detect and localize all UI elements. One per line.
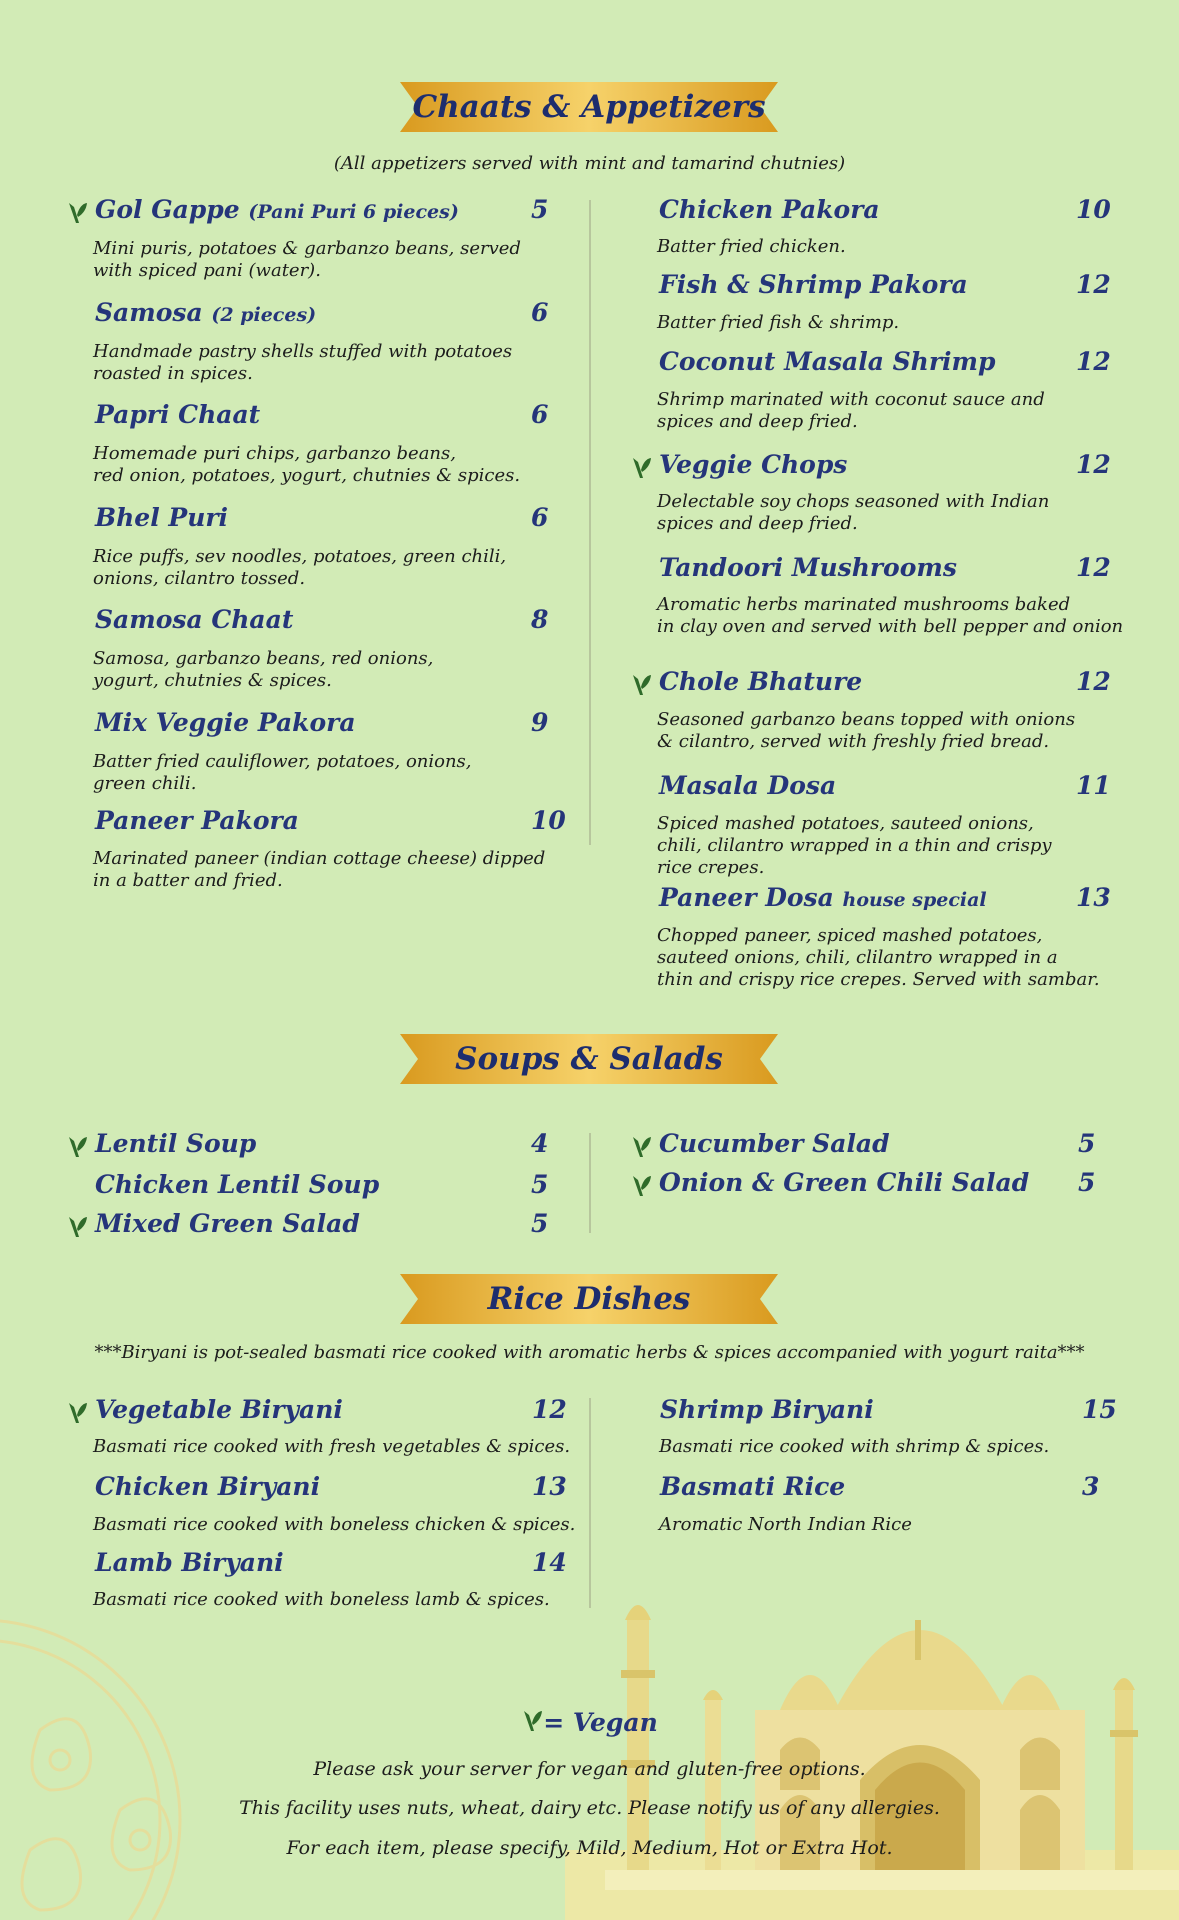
column-divider (589, 1398, 591, 1608)
menu-item-name (95, 1548, 284, 1577)
leaf-icon (630, 456, 652, 480)
menu-item-description: Handmade pastry shells stuffed with potatoes roasted in spices. (93, 341, 513, 384)
menu-item-name (95, 1209, 360, 1238)
section-title: Rice Dishes (487, 1281, 691, 1317)
menu-item-title: Bhel Puri (95, 503, 229, 532)
menu-item-price: 5 (531, 195, 549, 224)
chaats-banner (400, 78, 778, 136)
menu-item-price: 12 (532, 1395, 567, 1424)
section-note: ***Biryani is pot-sealed basmati rice cooked with aromatic herbs & spices accompanied with yogurt raita*** (94, 1342, 1085, 1363)
menu-item-title: Veggie Chops (659, 450, 848, 479)
menu-item-name (95, 298, 316, 327)
menu-item-title: Cucumber Salad (659, 1129, 890, 1158)
menu-item-price: 13 (532, 1472, 567, 1501)
menu-item-name (660, 1472, 845, 1501)
menu-item-description: Marinated paneer (indian cottage cheese) dipped in a batter and fried. (93, 848, 546, 891)
menu-item-description: Basmati rice cooked with boneless chicken & spices. (93, 1514, 576, 1535)
menu-item-price: 9 (531, 708, 549, 737)
menu-item-description: Rice puffs, sev noodles, potatoes, green chili, onions, cilantro tossed. (93, 546, 507, 589)
menu-item-description: Homemade puri chips, garbanzo beans, red onion, potatoes, yogurt, chutnies & spices. (93, 443, 521, 486)
menu-item-description: Delectable soy chops seasoned with Indian spices and deep fried. (657, 491, 1050, 534)
menu-item-description: Shrimp marinated with coconut sauce and spices and deep fried. (657, 389, 1045, 432)
menu-item-title: Gol Gappe (95, 195, 240, 224)
leaf-icon (66, 1401, 88, 1425)
menu-item-name (659, 270, 968, 299)
menu-item-name (659, 771, 836, 800)
menu-item-name (95, 1395, 343, 1424)
menu-item-price: 6 (531, 298, 549, 327)
menu-item-name (659, 1168, 1029, 1197)
menu-item-price: 8 (531, 605, 549, 634)
menu-item-description: Chopped paneer, spiced mashed potatoes, sauteed onions, chili, clilantro wrapped in a thin and crispy rice crepes. Served with sambar. (657, 925, 1100, 990)
menu-item-price: 12 (1076, 347, 1111, 376)
menu-item-subtitle: (Pani Puri 6 pieces) (248, 201, 459, 223)
menu-item-price: 10 (531, 806, 566, 835)
rice-banner (400, 1270, 778, 1328)
menu-item-title: Papri Chaat (95, 400, 261, 429)
menu-item-name (659, 553, 957, 582)
menu-item-name (659, 347, 995, 376)
menu-item-title: Lentil Soup (95, 1129, 257, 1158)
menu-item-price: 6 (531, 400, 549, 429)
menu-item-description: Aromatic herbs marinated mushrooms baked in clay oven and served with bell pepper and onion (657, 594, 1124, 637)
menu-item-title: Vegetable Biryani (95, 1395, 343, 1424)
menu-item-title: Masala Dosa (659, 771, 837, 800)
menu-item-name (95, 503, 228, 532)
menu-item-price: 10 (1076, 195, 1111, 224)
menu-item-title: Coconut Masala Shrimp (659, 347, 996, 376)
menu-item-description: Batter fried cauliflower, potatoes, onions, green chili. (93, 751, 472, 794)
menu-item-title: Shrimp Biryani (660, 1395, 874, 1424)
leaf-icon (66, 1135, 88, 1159)
leaf-icon (630, 1174, 652, 1198)
menu-item-description: Seasoned garbanzo beans topped with onions & cilantro, served with freshly fried bread. (657, 709, 1076, 752)
paisley-decoration (0, 1580, 230, 1920)
menu-item-price: 12 (1076, 667, 1111, 696)
menu-item-title: Paneer Dosa (659, 883, 834, 912)
menu-item-name (95, 806, 299, 835)
menu-item-description: Basmati rice cooked with fresh vegetables & spices. (93, 1436, 571, 1457)
menu-item-title: Samosa (95, 298, 203, 327)
menu-item-title: Mixed Green Salad (95, 1209, 360, 1238)
leaf-icon (521, 1709, 543, 1733)
menu-item-title: Tandoori Mushrooms (659, 553, 957, 582)
column-divider (589, 1133, 591, 1233)
menu-item-name (95, 605, 293, 634)
menu-item-price: 12 (1076, 553, 1111, 582)
menu-item-title: Onion & Green Chili Salad (659, 1168, 1030, 1197)
menu-item-description: Basmati rice cooked with boneless lamb & spices. (93, 1589, 550, 1610)
leaf-icon (66, 201, 88, 225)
menu-item-name (659, 195, 880, 224)
menu-item-title: Mix Veggie Pakora (95, 708, 356, 737)
menu-item-description: Spiced mashed potatoes, sauteed onions, chili, clilantro wrapped in a thin and crispy rice crepes. (657, 813, 1052, 878)
menu-item-name (659, 1129, 890, 1158)
vegan-key-label: = Vegan (543, 1708, 658, 1737)
menu-item-price: 15 (1082, 1395, 1117, 1424)
menu-item-price: 5 (531, 1170, 549, 1199)
vegan-key (0, 1708, 1179, 1737)
menu-item-description: Aromatic North Indian Rice (659, 1514, 912, 1535)
soups-banner (400, 1030, 778, 1088)
menu-item-price: 6 (531, 503, 549, 532)
menu-item-name (95, 1170, 379, 1199)
footer-line-1: Please ask your server for vegan and gluten-free options. (313, 1758, 866, 1780)
menu-item-name (95, 1129, 256, 1158)
menu-item-price: 14 (532, 1548, 567, 1577)
section-title: Soups & Salads (455, 1041, 723, 1077)
menu-item-name (95, 708, 356, 737)
menu-item-subtitle: (2 pieces) (211, 304, 317, 326)
menu-item-title: Samosa Chaat (95, 605, 294, 634)
menu-item-description: Samosa, garbanzo beans, red onions, yogurt, chutnies & spices. (93, 648, 434, 691)
menu-item-price: 13 (1076, 883, 1111, 912)
menu-item-title: Paneer Pakora (95, 806, 299, 835)
menu-item-title: Lamb Biryani (95, 1548, 284, 1577)
menu-item-subtitle: house special (842, 889, 987, 911)
footer-line-2: This facility uses nuts, wheat, dairy etc. Please notify us of any allergies. (239, 1797, 940, 1819)
menu-item-title: Fish & Shrimp Pakora (659, 270, 968, 299)
menu-item-description: Basmati rice cooked with shrimp & spices. (659, 1436, 1050, 1457)
section-note: (All appetizers served with mint and tamarind chutnies) (333, 153, 846, 174)
menu-item-price: 5 (1078, 1129, 1096, 1158)
menu-item-title: Chicken Lentil Soup (95, 1170, 380, 1199)
menu-item-price: 3 (1082, 1472, 1100, 1501)
leaf-icon (630, 1135, 652, 1159)
menu-item-name (95, 195, 459, 224)
menu-item-description: Batter fried fish & shrimp. (657, 312, 900, 333)
menu-item-title: Basmati Rice (660, 1472, 846, 1501)
menu-item-title: Chicken Pakora (659, 195, 880, 224)
menu-item-description: Batter fried chicken. (657, 236, 846, 257)
menu-item-price: 11 (1076, 771, 1111, 800)
leaf-icon (66, 1215, 88, 1239)
taj-mahal-illustration (565, 1560, 1179, 1920)
leaf-icon (630, 673, 652, 697)
section-title: Chaats & Appetizers (412, 89, 766, 125)
menu-item-price: 5 (531, 1209, 549, 1238)
menu-item-price: 4 (531, 1129, 549, 1158)
menu-item-title: Chole Bhature (659, 667, 863, 696)
column-divider (589, 200, 591, 845)
menu-item-price: 5 (1078, 1168, 1096, 1197)
footer-line-3: For each item, please specify, Mild, Medium, Hot or Extra Hot. (286, 1837, 893, 1859)
menu-item-name (95, 1472, 320, 1501)
menu-item-name (659, 667, 862, 696)
menu-item-title: Chicken Biryani (95, 1472, 321, 1501)
menu-item-name (659, 883, 987, 912)
menu-item-name (660, 1395, 874, 1424)
menu-item-name (659, 450, 847, 479)
menu-item-price: 12 (1076, 270, 1111, 299)
menu-item-description: Mini puris, potatoes & garbanzo beans, served with spiced pani (water). (93, 238, 521, 281)
menu-item-name (95, 400, 260, 429)
menu-item-price: 12 (1076, 450, 1111, 479)
